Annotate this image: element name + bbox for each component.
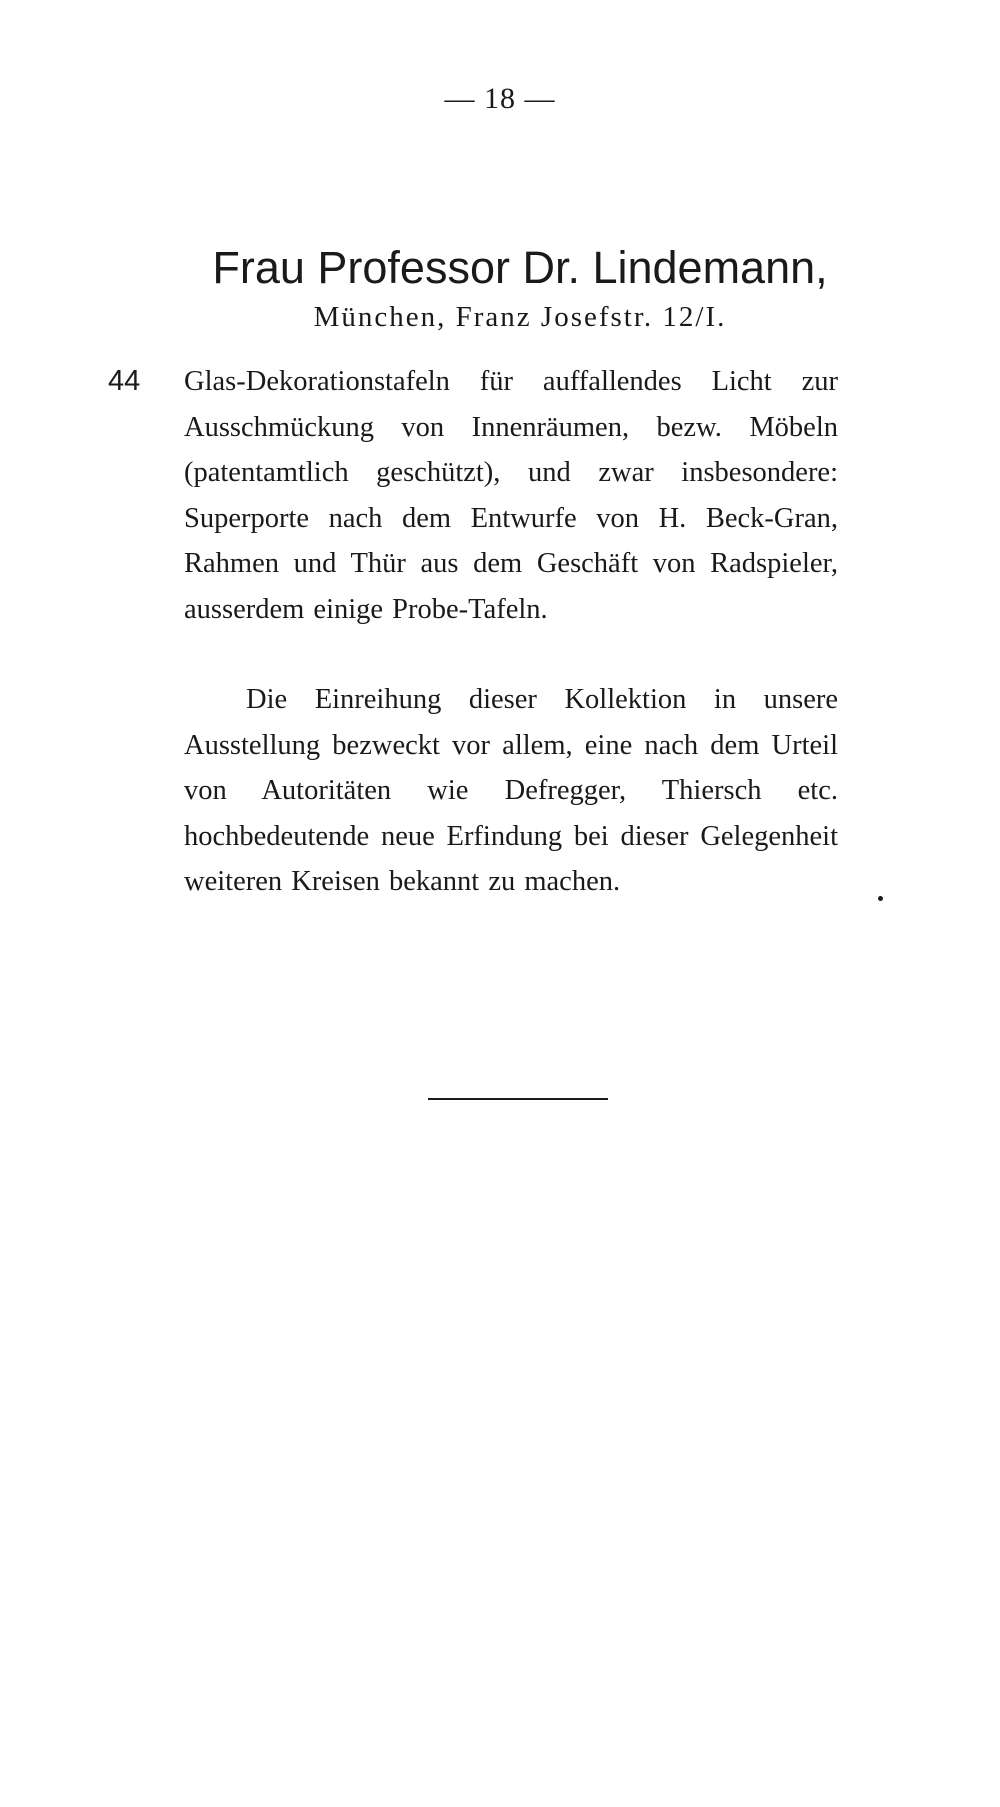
entry-number: 44 xyxy=(108,365,141,397)
section-divider xyxy=(428,1098,608,1100)
exhibitor-name: Frau Professor Dr. Lindemann, xyxy=(212,242,828,293)
page-number: — 18 — xyxy=(444,82,556,115)
entry-note: Die Einreihung dieser Kollektion in unsere Ausstellung bezweckt vor allem, eine nach dem Urteil von Autoritäten wie Defregger, Thiersch etc. hochbedeutende neue Erfindung bei dieser Gelegenheit weiteren Kreisen bekannt zu machen. xyxy=(184,684,838,897)
print-speck xyxy=(878,896,883,901)
exhibitor-address: München, Franz Josefstr. 12/I. xyxy=(313,301,727,333)
entry-description: Glas-Dekorationstafeln für auffallendes Licht zur Ausschmückung von Innenräumen, bezw. Möbeln (patentamtlich geschützt), und zwar insbesondere: Superporte nach dem Entwurfe von H. Beck-Gran, Rahmen und Thür aus dem Geschäft von Radspieler, ausserdem einige Probe-Tafeln. xyxy=(184,366,838,625)
